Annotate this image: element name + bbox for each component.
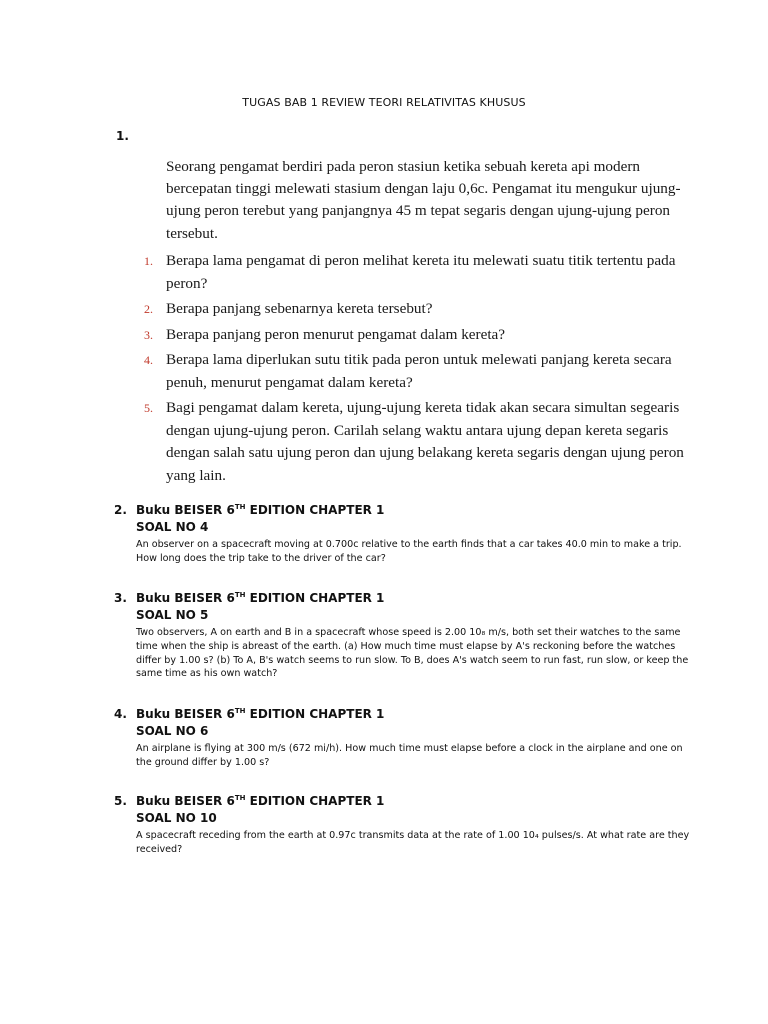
question-number: 2. <box>114 503 127 517</box>
book-heading <box>136 591 384 605</box>
subquestion-3 <box>144 324 694 347</box>
subquestion-text: Bagi pengamat dalam kereta, ujung-ujung kereta tidak akan secara simultan segearis dengan ujung-ujung peron. Carilah selang waktu antara ujung depan kereta segaris dengan salah satu ujung peron dan ujung belakang kereta segaris dengan ujung peron yang lain. <box>166 399 684 484</box>
question-1-body: Seorang pengamat berdiri pada peron stasiun ketika sebuah kereta api modern bercepatan tinggi melewati stasium dengan laju 0,6c. Pengamat itu mengukur ujung-ujung peron terebut yang panjangnya 45 m tepat segaris dengan ujung-ujung peron tersebut. <box>166 158 681 242</box>
question-number: 5. <box>114 794 127 808</box>
problem-text: An observer on a spacecraft moving at 0.700c relative to the earth finds that a car takes 40.0 min to make a trip. How long does the trip take to the driver of the car? <box>136 539 682 564</box>
soal-label: SOAL NO 10 <box>136 811 217 825</box>
ordinal-suffix: TH <box>234 503 246 511</box>
subquestion-number: 3. <box>144 327 153 342</box>
subquestion-number: 1. <box>144 254 153 268</box>
subquestion-text: Berapa lama diperlukan sutu titik pada peron untuk melewati panjang kereta secara penuh, menurut pengamat dalam kereta? <box>166 351 672 391</box>
question-1-subquestions <box>144 250 694 490</box>
book-heading-edition: EDITION CHAPTER 1 <box>245 707 385 721</box>
problem-text: An airplane is flying at 300 m/s (672 mi/h). How much time must elapse before a clock in the airplane and one on the ground differ by 1.00 s? <box>136 743 683 768</box>
soal-label: SOAL NO 5 <box>136 608 209 622</box>
subquestion-number: 2. <box>144 302 153 316</box>
subquestion-5 <box>144 397 694 487</box>
book-heading-text: Buku BEISER 6 <box>136 591 235 605</box>
ordinal-suffix: TH <box>234 591 246 599</box>
book-heading-edition: EDITION CHAPTER 1 <box>245 503 385 517</box>
page-title: TUGAS BAB 1 REVIEW TEORI RELATIVITAS KHUSUS <box>242 96 526 109</box>
book-heading-text: Buku BEISER 6 <box>136 707 235 721</box>
subquestion-text: Berapa panjang peron menurut pengamat dalam kereta? <box>166 325 506 343</box>
book-heading <box>136 707 384 721</box>
book-heading-text: Buku BEISER 6 <box>136 503 235 517</box>
book-heading-edition: EDITION CHAPTER 1 <box>245 591 385 605</box>
subquestion-number: 5. <box>144 401 153 415</box>
book-heading-edition: EDITION CHAPTER 1 <box>245 794 385 808</box>
subquestion-1 <box>144 250 694 295</box>
ordinal-suffix: TH <box>234 707 246 715</box>
book-heading <box>136 503 384 517</box>
problem-text: Two observers, A on earth and B in a spacecraft whose speed is 2.00 10₈ m/s, both set their watches to the same time when the ship is abreast of the earth. (a) How much time must elapse by A's reckoning before the watches differ by 1.00 s? (b) To A, B's watch seems to run slow. To B, does A's watch seem to run fast, run slow, or keep the same time as his own watch? <box>136 627 689 680</box>
question-1-number: 1. <box>116 129 129 143</box>
subquestion-text: Berapa panjang sebenarnya kereta tersebut? <box>166 300 433 317</box>
ordinal-suffix: TH <box>234 794 246 802</box>
soal-label: SOAL NO 6 <box>136 724 209 738</box>
subquestion-text: Berapa lama pengamat di peron melihat kereta itu melewati suatu titik tertentu pada peron? <box>166 252 676 292</box>
problem-text: A spacecraft receding from the earth at 0.97c transmits data at the rate of 1.00 10₄ pulses/s. At what rate are they received? <box>136 830 690 855</box>
subquestion-2 <box>144 298 694 321</box>
question-number: 3. <box>114 591 127 605</box>
subquestion-4 <box>144 349 694 394</box>
book-heading-text: Buku BEISER 6 <box>136 794 235 808</box>
subquestion-number: 4. <box>144 353 153 367</box>
book-heading <box>136 794 384 808</box>
question-number: 4. <box>114 707 127 721</box>
soal-label: SOAL NO 4 <box>136 520 209 534</box>
